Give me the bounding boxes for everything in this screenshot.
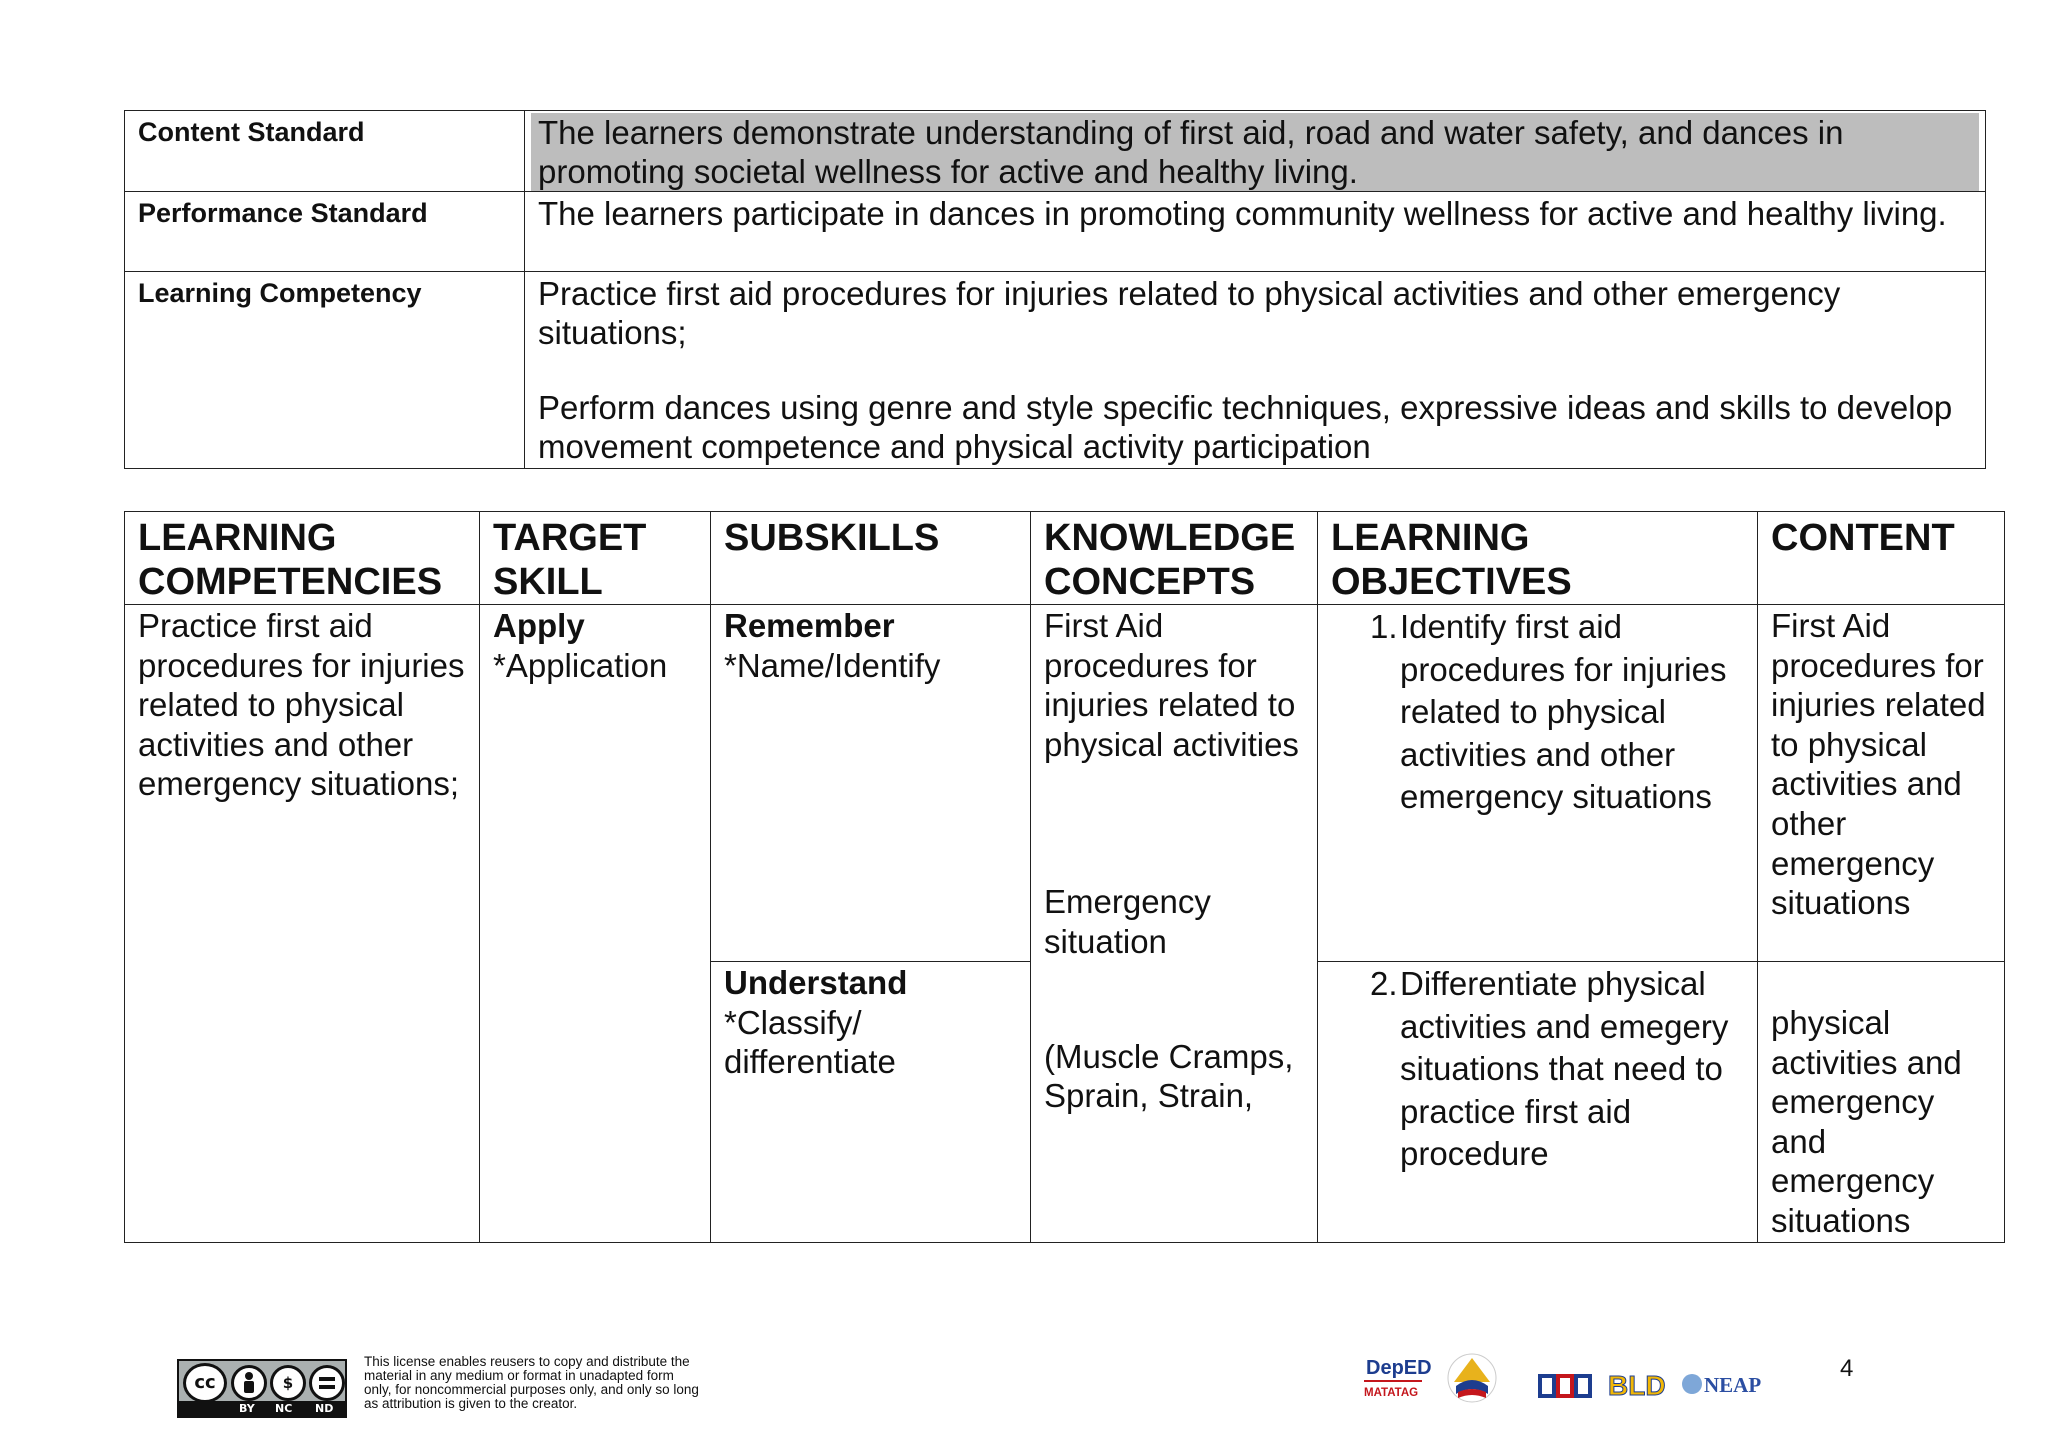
learning-competency-cell <box>525 272 1986 469</box>
learning-competency-text-1: Practice first aid procedures for injuries related to physical activities and other emergency situations; <box>538 275 1841 351</box>
subskill-detail: *Classify/ <box>724 1003 862 1041</box>
noncommercial-icon: $ <box>270 1365 306 1401</box>
content-standard-cell <box>525 111 1986 192</box>
header-learning-objectives: LEARNING OBJECTIVES <box>1318 512 1758 605</box>
subskill-level: Remember <box>724 607 895 644</box>
matrix-header-row <box>125 512 2005 605</box>
knowledge-concept-item: Emergency situation <box>1044 883 1211 960</box>
objective-text: Identify first aid procedures for injuries related to physical activities and other emergency situations <box>1400 608 1727 815</box>
learning-competency-text-2: Perform dances using genre and style specific techniques, expressive ideas and skills to develop movement competence and physical activity participation <box>538 389 1953 465</box>
objective-item <box>1328 963 1749 1176</box>
content-text: physical activities and emergency and emergency situations <box>1771 1004 1962 1239</box>
content-standard-text: The learners demonstrate understanding of first aid, road and water safety, and dances in promoting societal wellness for active and healthy living. <box>531 113 1979 191</box>
target-skill-level: Apply <box>493 607 585 644</box>
header-knowledge-concepts: KNOWLEDGE CONCEPTS <box>1031 512 1318 605</box>
no-derivatives-icon <box>309 1365 345 1401</box>
header-content: CONTENT <box>1758 512 2005 605</box>
cc-by-nc-nd-icon <box>177 1359 347 1418</box>
subskill-cell-1 <box>711 605 1031 962</box>
performance-standard-label: Performance Standard <box>125 192 525 272</box>
cc-by-label: BY <box>239 1402 255 1415</box>
objective-cell-1 <box>1318 605 1758 962</box>
spacer <box>1044 764 1304 882</box>
header-subskills: SUBSKILLS <box>711 512 1031 605</box>
performance-standard-text: The learners participate in dances in promoting community wellness for active and healthy living. <box>525 192 1986 272</box>
bld-logo <box>1608 1368 1668 1400</box>
spacer <box>1771 963 1991 971</box>
cc-icon: cc <box>183 1363 227 1403</box>
spacer <box>1044 962 1304 1037</box>
attribution-icon <box>231 1365 267 1401</box>
objective-number: 2. <box>1370 965 1398 1002</box>
bfd-logo <box>1538 1370 1594 1400</box>
objective-number: 1. <box>1370 608 1398 645</box>
matrix-row-1 <box>125 605 2005 962</box>
content-standard-row <box>125 111 1986 192</box>
objective-cell-2 <box>1318 962 1758 1243</box>
performance-standard-row <box>125 192 1986 272</box>
header-learning-competencies: LEARNING COMPETENCIES <box>125 512 480 605</box>
competency-cell: Practice first aid procedures for injuries related to physical activities and other emergency situations; <box>125 605 480 1243</box>
knowledge-concept-item: First Aid procedures for injuries related to physical activities <box>1044 607 1299 763</box>
matatag-text: MATATAG <box>1364 1387 1419 1399</box>
content-cell-2 <box>1758 962 2005 1243</box>
learning-competency-row <box>125 272 1986 469</box>
header-target-skill: TARGET SKILL <box>480 512 711 605</box>
paragraph-gap <box>538 352 1972 388</box>
deped-matatag-logo <box>1364 1352 1432 1402</box>
target-skill-detail: *Application <box>493 646 668 684</box>
competency-matrix-table <box>124 511 2005 1243</box>
cc-nd-label: ND <box>315 1402 334 1415</box>
cc-badge-labels <box>179 1401 345 1416</box>
content-standard-label: Content Standard <box>125 111 525 192</box>
neap-text: NEAP <box>1704 1373 1762 1397</box>
cc-nc-label: NC <box>275 1402 293 1415</box>
knowledge-concept-item: (Muscle Cramps, Sprain, Strain, <box>1044 1037 1294 1115</box>
standards-table <box>124 110 1986 469</box>
learning-competency-label: Learning Competency <box>125 272 525 469</box>
content-cell-1: First Aid procedures for injuries related to physical activities and other emergency situations <box>1758 605 2005 962</box>
license-text: This license enables reusers to copy and distribute the material in any medium or format in unadapted form only, for noncommercial purposes only, and only so long as attribution is given to the creator. <box>364 1354 699 1411</box>
subskill-level: Understand <box>724 964 908 1001</box>
bagong-pilipinas-seal <box>1446 1352 1498 1404</box>
objective-text: Differentiate physical activities and emegery situations that need to practice first aid procedure <box>1400 965 1729 1172</box>
objective-item <box>1328 606 1749 819</box>
subskill-detail: *Name/Identify <box>724 646 941 684</box>
subskill-cell-2 <box>711 962 1031 1243</box>
deped-text: DepED <box>1366 1357 1432 1379</box>
target-skill-cell <box>480 605 711 1243</box>
subskill-detail: differentiate <box>724 1043 896 1081</box>
page-number: 4 <box>1840 1355 1854 1382</box>
neap-logo <box>1680 1370 1786 1398</box>
knowledge-concepts-cell <box>1031 605 1318 1243</box>
bld-text: BLD <box>1608 1370 1666 1401</box>
